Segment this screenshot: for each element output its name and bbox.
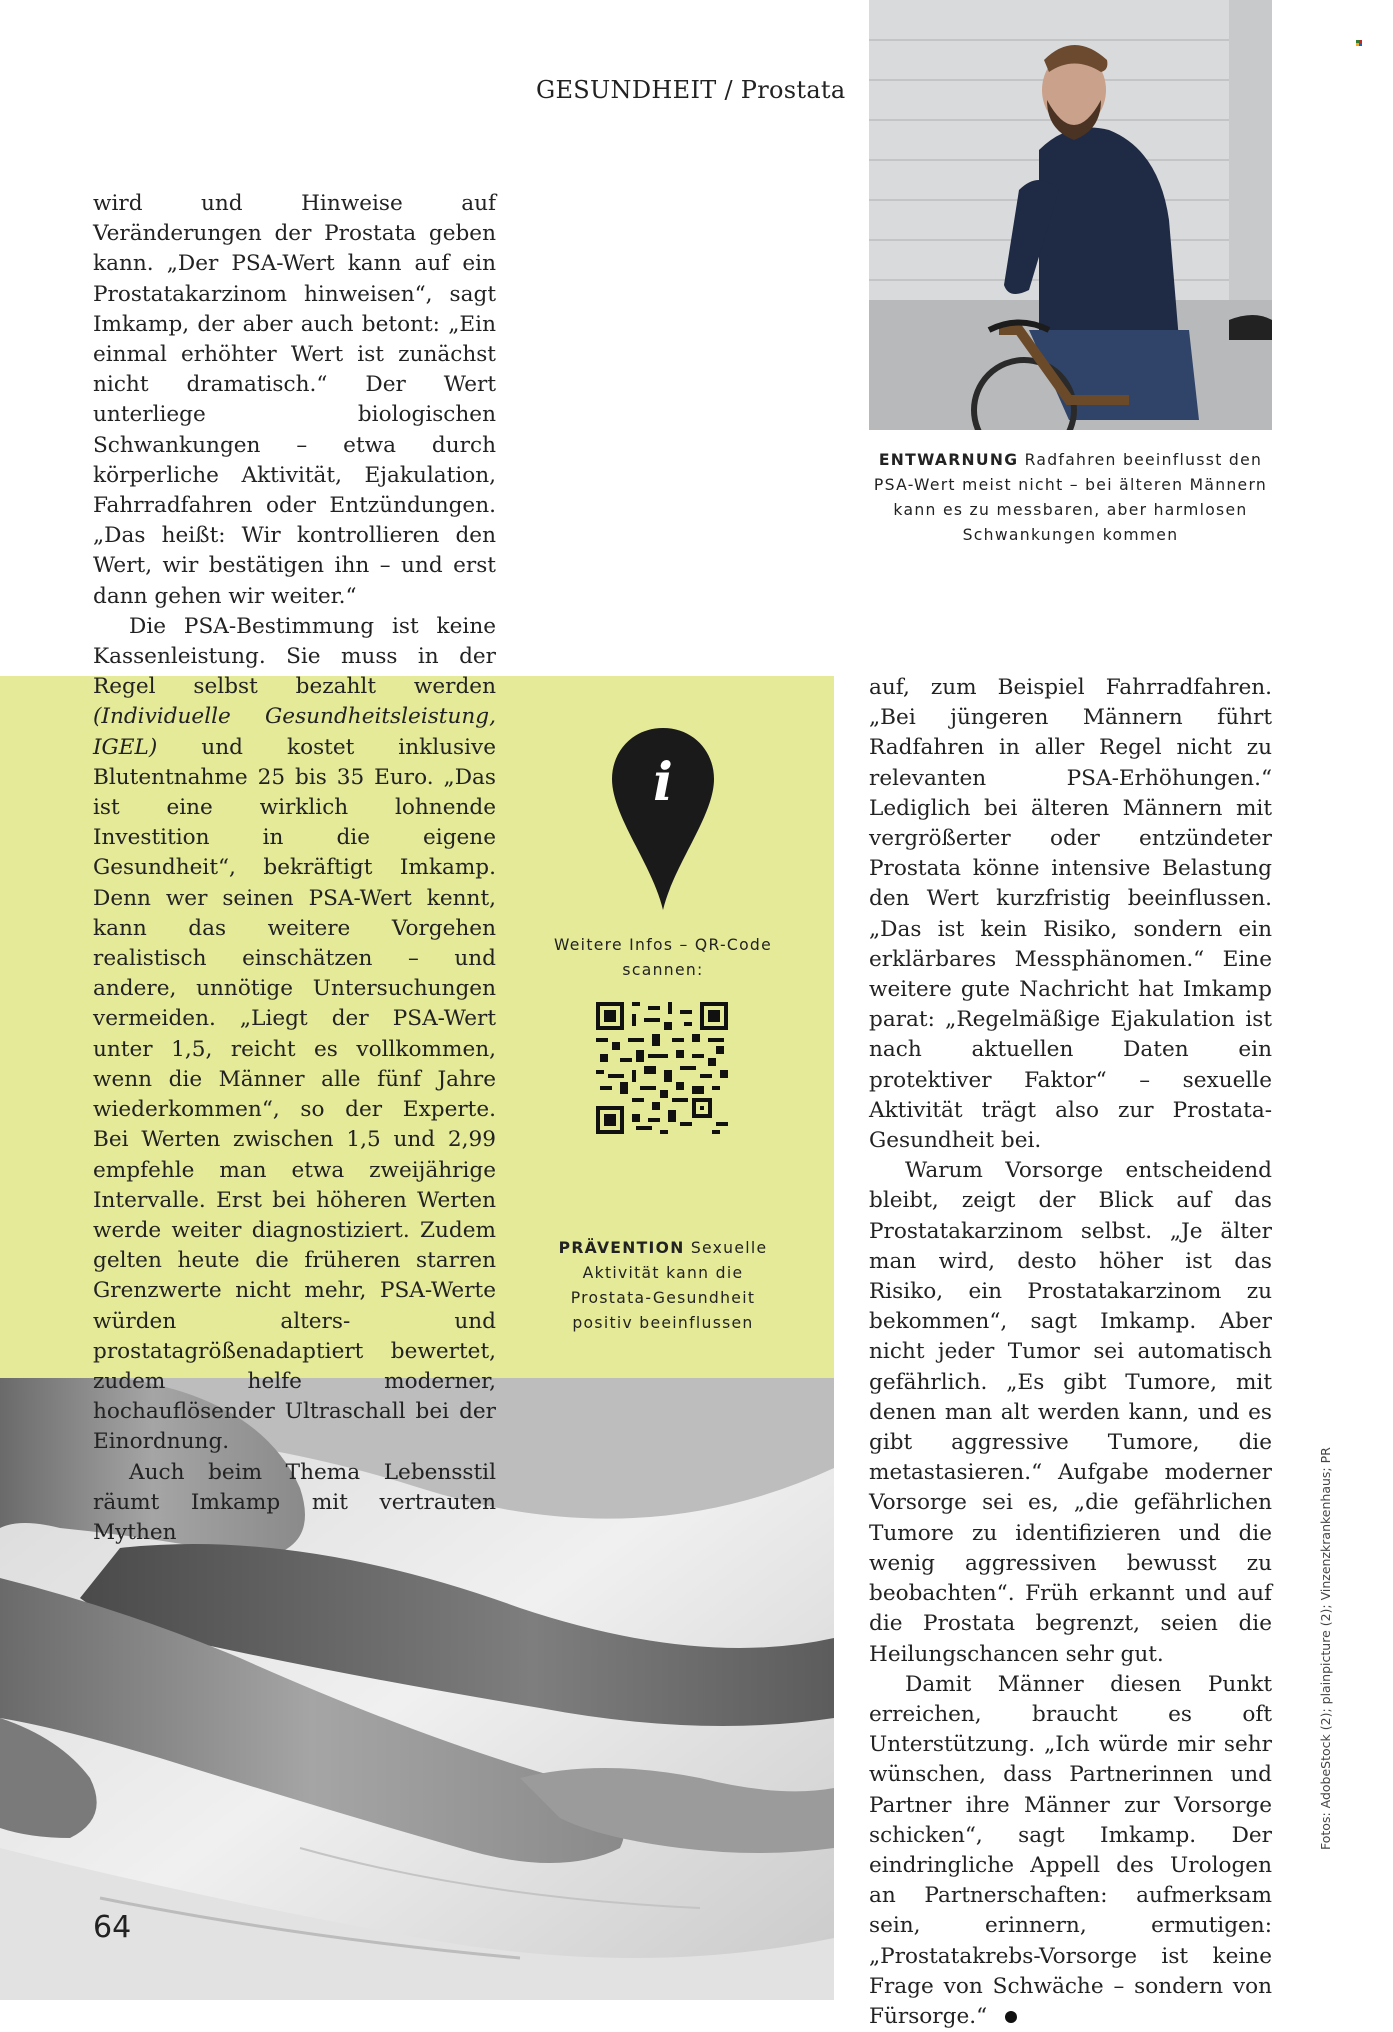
paragraph: Auch beim Thema Lebensstil räumt Imkamp mit vertrauten Mythen bbox=[93, 1459, 496, 1545]
topic-label: Prostata bbox=[740, 76, 846, 104]
paragraph: auf, zum Beispiel Fahrradfahren. „Bei jüngeren Männern führt Radfahren in aller Regel nicht zu relevanten PSA-Erhöhungen.“ Lediglich bei älteren Männern mit vergrößerter oder entzündeter Prostata könne intensive Belastung den Wert kurzfristig beeinflussen. „Das ist kein Risiko, sondern ein erklärbares Messphänomen.“ Eine weitere gute Nachricht hat Imkamp parat: „Regelmäßige Ejakulation ist nach aktuellen Daten ein protektiver Faktor“ – sexuelle Aktivität trägt also zur Prostata-Gesundheit bei. bbox=[869, 675, 1272, 1154]
caption-lead: PRÄVENTION bbox=[558, 1239, 685, 1257]
header-separator: / bbox=[716, 76, 741, 104]
paragraph: Warum Vorsorge entscheidend bleibt, zeigt der Blick auf das Prostatakarzinom selbst. „Je älter man wird, desto höher ist das Risiko, ein Prostatakarzinom zu bekommen“, sagt Imkamp. Aber nicht jeder Tumor sei automatisch gefährlich. „Es gibt Tumore, mit denen man alt werden kann, und es gibt aggressive Tumore, die metastasieren.“ Aufgabe moderner Vorsorge sei es, „die gefährlichen Tumore zu identifizieren und die wenig aggressiven bewusst zu beobachten“. Früh erkannt und auf die Prostata begrenzt, seien die Heilungschancen sehr gut. bbox=[869, 1158, 1272, 1667]
page-number: 64 bbox=[93, 1910, 132, 1945]
paragraph: Die PSA-Bestimmung ist keine Kassenleistung. Sie muss in der Regel selbst bezahlt werden (Individuelle Gesundheitsleistung, IGEL) und kostet inklusive Blutentnahme 25 bis 35 Euro. „Das ist eine wirklich lohnende Investition in die eigene Gesundheit“, bekräftigt Imkamp. Denn wer seinen PSA-Wert kennt, kann das weitere Vorgehen realistisch einschätzen – und andere, unnötige Untersuchungen vermeiden. „Liegt der PSA-Wert unter 1,5, reicht es vollkommen, wenn die Männer alle fünf Jahre wiederkommen“, so der Experte. Bei Werten zwischen 1,5 und 2,99 empfehle man etwa zweijährige Intervalle. Erst bei höheren Werten werde weiter diagnostiziert. Zudem gelten heute die früheren starren Grenzwerte nicht mehr, PSA-Werte würden alters- und prostatagrößenadaptiert bewertet, zudem helfe moderner, hochauflösender Ultraschall bei der Einordnung. bbox=[93, 613, 496, 1455]
corner-mark-icon bbox=[1356, 40, 1362, 46]
qr-code[interactable] bbox=[596, 1002, 728, 1134]
photo-credits: Fotos: AdobeStock (2); plainpicture (2); Vinzenzkrankenhaus; PR bbox=[1318, 1447, 1333, 1850]
article-column-left-top bbox=[93, 189, 496, 1548]
end-of-article-bullet-icon bbox=[1005, 2011, 1017, 2023]
caption-text: Sexuelle Aktivität kann die Prostata-Gesundheit positiv beeinflussen bbox=[570, 1239, 768, 1332]
page-header bbox=[536, 76, 846, 104]
section-label: GESUNDHEIT bbox=[536, 76, 717, 104]
paragraph: wird und Hinweise auf Veränderungen der Prostata geben kann. „Der PSA-Wert kann auf ein Prostatakarzinom hinweisen“, sagt Imkamp, der aber auch betont: „Ein einmal erhöhter Wert ist zunächst nicht dramatisch.“ Der Wert unterliege biologischen Schwankungen – etwa durch körperliche Aktivität, Ejakulation, Fahrradfahren oder Entzündungen. „Das heißt: Wir kontrollieren den Wert, wir bestätigen ihn – und erst dann gehen wir weiter.“ bbox=[93, 191, 496, 609]
caption-text: Radfahren beeinflusst den PSA-Wert meist nicht – bei älteren Männern kann es zu messbaren, aber harmlosen Schwankungen kommen bbox=[873, 451, 1268, 544]
qr-instruction: Weitere Infos – QR-Code scannen: bbox=[553, 936, 773, 979]
paragraph: Damit Männer diesen Punkt erreichen, braucht es oft Unterstützung. „Ich würde mir sehr wünschen, dass Partnerinnen und Partner ihre Männer zur Vorsorge schicken“, sagt Imkamp. Der eindringliche Appell des Urologen an Partnerschaften: aufmerksam sein, erinnern, ermutigen: „Prostatakrebs-Vorsorge ist keine Frage von Schwäche – sondern von Fürsorge.“ bbox=[869, 1671, 1272, 2029]
caption-lead: ENTWARNUNG bbox=[878, 451, 1019, 469]
pin-letter: i bbox=[653, 752, 673, 813]
article-column-right bbox=[869, 673, 1272, 2032]
man-on-bicycle-photo bbox=[869, 0, 1272, 430]
photo-caption-cycling bbox=[869, 448, 1272, 548]
info-pin-icon bbox=[608, 724, 718, 914]
info-box-caption-prevention bbox=[540, 1236, 786, 1336]
